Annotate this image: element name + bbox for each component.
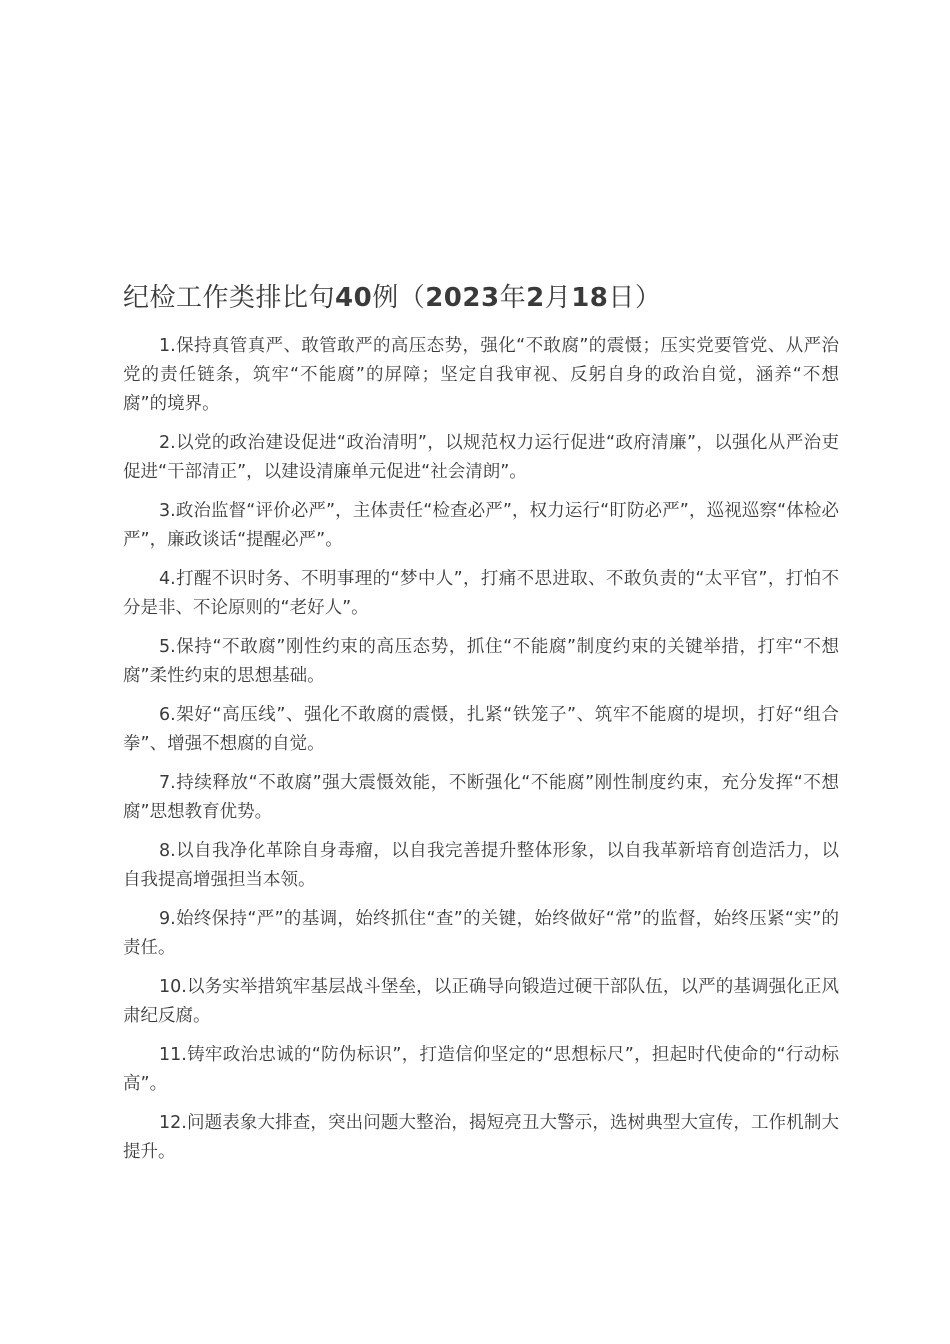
title-text: 纪检工作类排比句 (123, 283, 336, 313)
document-content (123, 280, 839, 1177)
title-day: 18 (571, 283, 609, 313)
title-year: 2023 (425, 283, 500, 313)
title-text: 年 (499, 283, 527, 313)
list-item: 8.以自我净化革除自身毒瘤，以自我完善提升整体形象，以自我革新培育创造活力，以自我提高增强担当本领。 (123, 841, 839, 890)
title-count: 40 (335, 283, 373, 313)
document-title (123, 280, 839, 316)
list-item: 6.架好“高压线”、强化不敢腐的震慑，扎紧“铁笼子”、筑牢不能腐的堤坝，打好“组合拳”、增强不想腐的自觉。 (123, 705, 839, 754)
list-item: 12.问题表象大排查，突出问题大整治，揭短亮丑大警示，选树典型大宣传，工作机制大提升。 (123, 1113, 839, 1162)
list-item: 9.始终保持“严”的基调，始终抓住“查”的关键，始终做好“常”的监督，始终压紧“实”的责任。 (123, 909, 839, 958)
list-item: 1.保持真管真严、敢管敢严的高压态势，强化“不敢腐”的震慑；压实党要管党、从严治党的责任链条，筑牢“不能腐”的屏障；坚定自我审视、反躬自身的政治自觉，涵养“不想腐”的境界。 (123, 336, 839, 414)
list-item: 11.铸牢政治忠诚的“防伪标识”，打造信仰坚定的“思想标尺”，担起时代使命的“行动标高”。 (123, 1045, 839, 1094)
title-month: 2 (526, 283, 545, 313)
list-item: 5.保持“不敢腐”刚性约束的高压态势，抓住“不能腐”制度约束的关键举措，打牢“不想腐”柔性约束的思想基础。 (123, 637, 839, 686)
title-text: 日） (608, 283, 662, 313)
title-text: 例（ (372, 283, 426, 313)
list-item: 3.政治监督“评价必严”，主体责任“检查必严”，权力运行“盯防必严”，巡视巡察“体检必严”，廉政谈话“提醒必严”。 (123, 501, 839, 550)
list-item: 7.持续释放“不敢腐”强大震慑效能，不断强化“不能腐”刚性制度约束，充分发挥“不想腐”思想教育优势。 (123, 773, 839, 822)
list-item: 4.打醒不识时务、不明事理的“梦中人”，打痛不思进取、不敢负责的“太平官”，打怕不分是非、不论原则的“老好人”。 (123, 569, 839, 618)
list-item: 10.以务实举措筑牢基层战斗堡垒，以正确导向锻造过硬干部队伍，以严的基调强化正风肃纪反腐。 (123, 977, 839, 1026)
title-text: 月 (544, 283, 572, 313)
list-item: 2.以党的政治建设促进“政治清明”，以规范权力运行促进“政府清廉”，以强化从严治吏促进“干部清正”，以建设清廉单元促进“社会清朗”。 (123, 433, 839, 482)
